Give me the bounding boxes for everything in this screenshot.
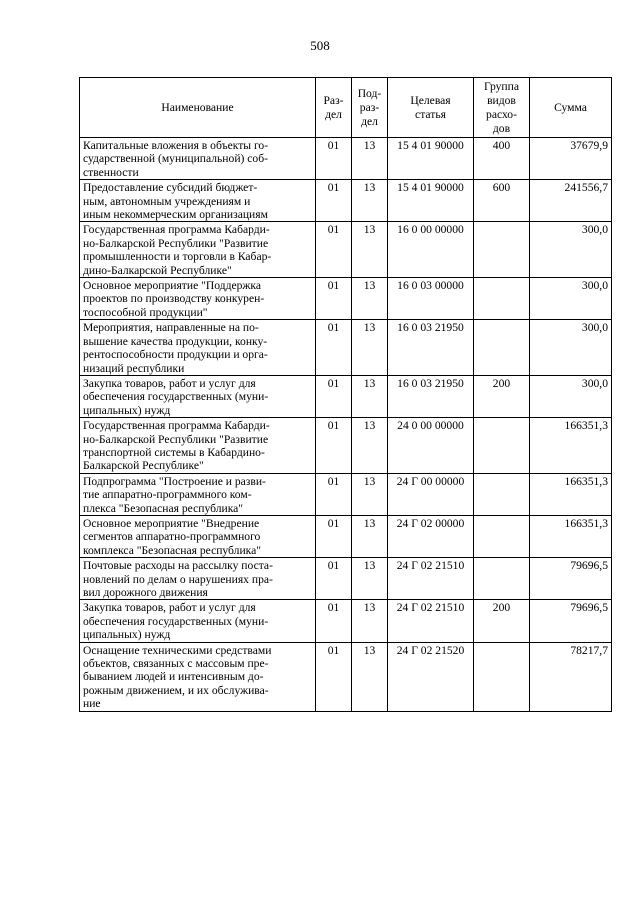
- cell-target: 15 4 01 90000: [388, 138, 474, 180]
- cell-sum: 37679,9: [530, 138, 612, 180]
- header-subsection: Под- раз- дел: [352, 78, 388, 138]
- cell-subsection: 13: [352, 558, 388, 600]
- cell-name: Подпрограмма "Построение и разви- тие аппаратно-программного ком- плекса "Безопасная республика": [80, 473, 316, 515]
- cell-target: 24 Г 02 21510: [388, 558, 474, 600]
- cell-subsection: 13: [352, 473, 388, 515]
- cell-section: 01: [316, 418, 352, 474]
- table-header: [80, 78, 612, 138]
- cell-sum: 79696,5: [530, 558, 612, 600]
- cell-target: 24 0 00 00000: [388, 418, 474, 474]
- table-row: [80, 320, 612, 376]
- cell-sum: 79696,5: [530, 600, 612, 642]
- cell-section: 01: [316, 600, 352, 642]
- cell-target: 15 4 01 90000: [388, 180, 474, 222]
- cell-name: Мероприятия, направленные на по- вышение качества продукции, конку- рентоспособности продукции и орга- низаций республики: [80, 320, 316, 376]
- cell-sum: 166351,3: [530, 418, 612, 474]
- cell-name: Предоставление субсидий бюджет- ным, автономным учреждениям и иным некоммерческим организациям: [80, 180, 316, 222]
- cell-name: Основное мероприятие "Внедрение сегментов аппаратно-программного комплекса "Безопасная республика": [80, 515, 316, 557]
- header-name: Наименование: [80, 78, 316, 138]
- table-row: [80, 515, 612, 557]
- cell-sum: 300,0: [530, 278, 612, 320]
- cell-group: [474, 320, 530, 376]
- header-row: [80, 78, 612, 138]
- cell-section: 01: [316, 180, 352, 222]
- cell-name: Государственная программа Кабарди- но-Балкарской Республики "Развитие транспортной системы в Кабардино- Балкарской Республике": [80, 418, 316, 474]
- cell-section: 01: [316, 320, 352, 376]
- cell-sum: 166351,3: [530, 473, 612, 515]
- cell-target: 24 Г 02 21510: [388, 600, 474, 642]
- header-group: Группа видов расхо- дов: [474, 78, 530, 138]
- cell-group: [474, 473, 530, 515]
- budget-table: [79, 77, 612, 712]
- cell-subsection: 13: [352, 320, 388, 376]
- cell-section: 01: [316, 138, 352, 180]
- cell-sum: 300,0: [530, 320, 612, 376]
- cell-section: 01: [316, 375, 352, 417]
- cell-subsection: 13: [352, 222, 388, 278]
- header-sum: Сумма: [530, 78, 612, 138]
- table-row: [80, 375, 612, 417]
- cell-sum: 300,0: [530, 222, 612, 278]
- table-body: [80, 138, 612, 712]
- cell-sum: 300,0: [530, 375, 612, 417]
- table-row: [80, 600, 612, 642]
- cell-subsection: 13: [352, 278, 388, 320]
- table-row: [80, 473, 612, 515]
- cell-group: [474, 642, 530, 711]
- cell-sum: 241556,7: [530, 180, 612, 222]
- cell-group: [474, 278, 530, 320]
- page-bottom-margin: [0, 820, 640, 905]
- page-number: 508: [310, 38, 330, 53]
- cell-target: 16 0 03 21950: [388, 320, 474, 376]
- cell-section: 01: [316, 473, 352, 515]
- header-target: Целевая статья: [388, 78, 474, 138]
- cell-target: 16 0 03 00000: [388, 278, 474, 320]
- cell-subsection: 13: [352, 642, 388, 711]
- cell-group: [474, 558, 530, 600]
- cell-sum: 166351,3: [530, 515, 612, 557]
- cell-sum: 78217,7: [530, 642, 612, 711]
- cell-section: 01: [316, 515, 352, 557]
- table-row: [80, 558, 612, 600]
- cell-target: 24 Г 02 21520: [388, 642, 474, 711]
- table-row: [80, 222, 612, 278]
- cell-group: [474, 515, 530, 557]
- cell-name: Оснащение техническими средствами объектов, связанных с массовым пре- быванием людей и интенсивным до- рожным движением, и их обслужива- ние: [80, 642, 316, 711]
- cell-name: Закупка товаров, работ и услуг для обеспечения государственных (муни- ципальных) нужд: [80, 600, 316, 642]
- table-row: [80, 418, 612, 474]
- cell-subsection: 13: [352, 375, 388, 417]
- cell-name: Государственная программа Кабарди- но-Балкарской Республики "Развитие промышленности и торговли в Кабар- дино-Балкарской Республике": [80, 222, 316, 278]
- cell-group: 200: [474, 375, 530, 417]
- cell-name: Капитальные вложения в объекты го- сударственной (муниципальной) соб- ственности: [80, 138, 316, 180]
- cell-group: 200: [474, 600, 530, 642]
- cell-section: 01: [316, 558, 352, 600]
- cell-group: 400: [474, 138, 530, 180]
- table-row: [80, 180, 612, 222]
- cell-target: 24 Г 00 00000: [388, 473, 474, 515]
- cell-section: 01: [316, 278, 352, 320]
- cell-target: 24 Г 02 00000: [388, 515, 474, 557]
- cell-subsection: 13: [352, 418, 388, 474]
- cell-group: 600: [474, 180, 530, 222]
- cell-subsection: 13: [352, 515, 388, 557]
- cell-name: Закупка товаров, работ и услуг для обеспечения государственных (муни- ципальных) нужд: [80, 375, 316, 417]
- table-row: [80, 278, 612, 320]
- cell-subsection: 13: [352, 180, 388, 222]
- cell-group: [474, 222, 530, 278]
- cell-section: 01: [316, 222, 352, 278]
- cell-subsection: 13: [352, 138, 388, 180]
- cell-name: Основное мероприятие "Поддержка проектов по производству конкурен- тоспособной продукции": [80, 278, 316, 320]
- cell-group: [474, 418, 530, 474]
- cell-name: Почтовые расходы на рассылку поста- новлений по делам о нарушениях пра- вил дорожного движения: [80, 558, 316, 600]
- cell-target: 16 0 00 00000: [388, 222, 474, 278]
- cell-section: 01: [316, 642, 352, 711]
- cell-subsection: 13: [352, 600, 388, 642]
- header-section: Раз- дел: [316, 78, 352, 138]
- table-row: [80, 642, 612, 711]
- table-row: [80, 138, 612, 180]
- cell-target: 16 0 03 21950: [388, 375, 474, 417]
